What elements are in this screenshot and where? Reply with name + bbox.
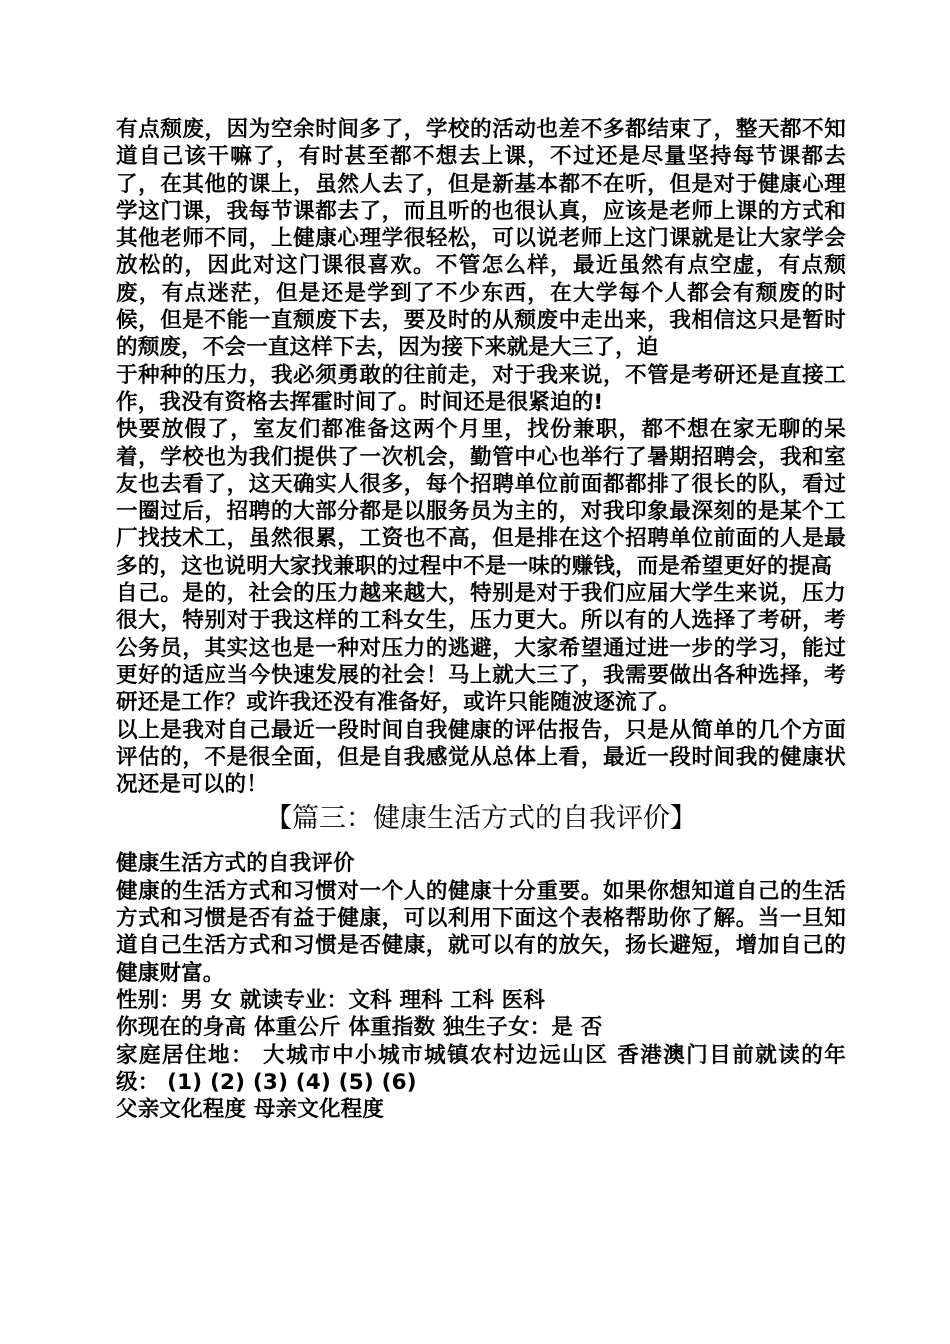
paragraph-pressure: 于种种的压力，我必须勇敢的往前走，对于我来说，不管是考研还是直接工作，我没有资格去挥霍时间了。时间还是很紧迫的! (116, 362, 846, 415)
subheading-self-evaluation: 健康生活方式的自我评价 (116, 851, 355, 877)
self-evaluation-block (116, 850, 846, 1123)
form-line-gender-major: 性别：男 女 就读专业：文科 理科 工科 医科 (116, 987, 546, 1013)
form-line-parent-education: 父亲文化程度 母亲文化程度 (116, 1097, 385, 1123)
paragraph-conclusion: 以上是我对自己最近一段时间自我健康的评估报告，只是从简单的几个方面评估的，不是很全面，但是自我感觉从总体上看，最近一段时间我的健康状况还是可以的！ (116, 717, 846, 798)
paragraph-summer-job: 快要放假了，室友们都准备这两个月里，找份兼职，都不想在家无聊的呆着，学校也为我们提供了一次机会，勤管中心也举行了暑期招聘会，我和室友也去看了，这天确实人很多，每个招聘单位前面都都排了很长的队，看过一圈过后，招聘的大部分都是以服务员为主的，对我印象最深刻的是某个工厂找技术工，虽然很累，工资也不高，但是排在这个招聘单位前面的人是最多的，这也说明大家找兼职的过程中不是一味的赚钱，而是希望更好的提高 (116, 417, 846, 579)
paragraph-health-reflection: 有点颓废，因为空余时间多了，学校的活动也差不多都结束了，整天都不知道自己该干嘛了，有时甚至都不想去上课，不过还是尽量坚持每节课都去了，在其他的课上，虽然人去了，但是新基本都不在听，但是对于健康心理学这门课，我每节课都去了，而且听的也很认真，应该是老师上课的方式和其他老师不同，上健康心理学很轻松，可以说老师上这门课就是让大家学会放松的，因此对这门课很喜欢。不管怎么样，最近虽然有点空虚，有点颓废，有点迷茫，但是还是学到了不少东西，在大学每个人都会有颓废的时候，但是不能一直颓废下去，要及时的从颓废中走出来，我相信这只是暂时的颓废，不会一直这样下去，因为接下来就是大三了，迫 (116, 117, 846, 361)
paragraph-social-pressure: 自己。是的，社会的压力越来越大，特别是对于我们应届大学生来说，压力很大，特别对于我这样的工科女生，压力更大。所以有的人选择了考研，考公务员，其实这也是一种对压力的逃避，大家希望通过进一步的学习，能过更好的适应当今快速发展的社会！马上就大三了，我需要做出各种选择，考研还是工作？或许我还没有准备好，或许只能随波逐流了。 (116, 581, 846, 716)
form-line-height-weight: 你现在的身高 体重公斤 体重指数 独生子女：是 否 (116, 1015, 603, 1041)
paragraph-lifestyle-intro: 健康的生活方式和习惯对一个人的健康十分重要。如果你想知道自己的生活方式和习惯是否有益于健康，可以利用下面这个表格帮助你了解。当一旦知道自己生活方式和习惯是否健康，就可以有的放矢，扬长避短，增加自己的健康财富。 (116, 878, 846, 986)
section-title: 【篇三：健康生活方式的自我评价】 (265, 803, 697, 835)
document-content (116, 116, 846, 1123)
form-line-residence-grade: 家庭居住地： 大城市中小城市城镇农村边远山区 香港澳门目前就读的年级： (1) (2) (3) (4) (5) (6) (116, 1042, 846, 1095)
